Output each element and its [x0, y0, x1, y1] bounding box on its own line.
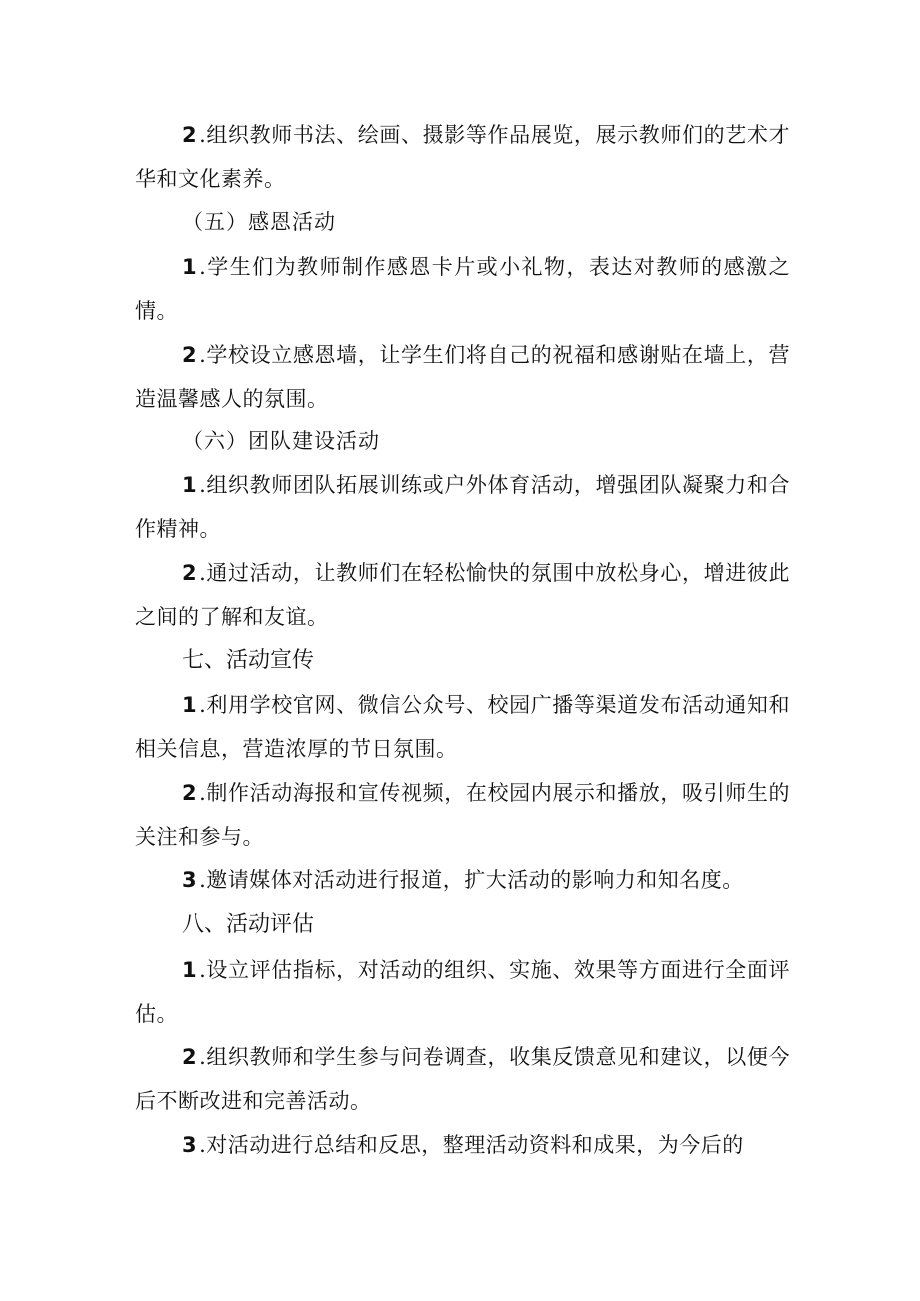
item-number: 1 — [182, 473, 198, 497]
item-number: 3 — [182, 868, 198, 892]
item-number: 2 — [182, 561, 198, 585]
paragraph-text: .组织教师书法、绘画、摄影等作品展览，展示教师们的艺术才华和文化素养。 — [135, 123, 790, 191]
paragraph-text: .组织教师和学生参与问卷调查，收集反馈意见和建议，以便今后不断改进和完善活动。 — [135, 1045, 790, 1113]
subsection-title: （五）感恩活动 — [182, 210, 336, 234]
subsection-title: （六）团队建设活动 — [182, 429, 380, 453]
item-number: 3 — [182, 1133, 198, 1157]
paragraph-text: .设立评估指标，对活动的组织、实施、效果等方面进行全面评估。 — [135, 958, 790, 1026]
paragraph-text: .通过活动，让教师们在轻松愉快的氛围中放松身心，增进彼此之间的了解和友谊。 — [135, 561, 790, 629]
item-number: 1 — [182, 958, 198, 982]
paragraph — [135, 113, 790, 201]
paragraph — [135, 683, 790, 771]
paragraph — [135, 771, 790, 859]
paragraph-text: .组织教师团队拓展训练或户外体育活动，增强团队凝聚力和合作精神。 — [135, 473, 790, 541]
paragraph — [135, 551, 790, 639]
item-number: 2 — [182, 781, 198, 805]
paragraph — [135, 463, 790, 551]
paragraph — [135, 1123, 790, 1167]
paragraph-text: .学校设立感恩墙，让学生们将自己的祝福和感谢贴在墙上，营造温馨感人的氛围。 — [135, 343, 790, 411]
paragraph-text: .学生们为教师制作感恩卡片或小礼物，表达对教师的感激之情。 — [135, 255, 790, 323]
item-number: 2 — [182, 123, 198, 147]
paragraph — [135, 1035, 790, 1123]
section-heading: 七、活动宣传 — [182, 648, 315, 673]
paragraph-text: .利用学校官网、微信公众号、校园广播等渠道发布活动通知和相关信息，营造浓厚的节日氛围。 — [135, 693, 790, 761]
paragraph — [135, 245, 790, 333]
paragraph-text: .制作活动海报和宣传视频，在校园内展示和播放，吸引师生的关注和参与。 — [135, 781, 790, 849]
paragraph — [135, 333, 790, 421]
paragraph-text: .对活动进行总结和反思，整理活动资料和成果，为今后的 — [199, 1133, 744, 1157]
item-number: 1 — [182, 255, 198, 279]
paragraph — [135, 858, 790, 902]
section-heading: 八、活动评估 — [182, 912, 315, 937]
paragraph-text: .邀请媒体对活动进行报道，扩大活动的影响力和知名度。 — [199, 868, 744, 892]
paragraph — [135, 948, 790, 1036]
item-number: 2 — [182, 343, 198, 367]
item-number: 1 — [182, 693, 198, 717]
item-number: 2 — [182, 1045, 198, 1069]
